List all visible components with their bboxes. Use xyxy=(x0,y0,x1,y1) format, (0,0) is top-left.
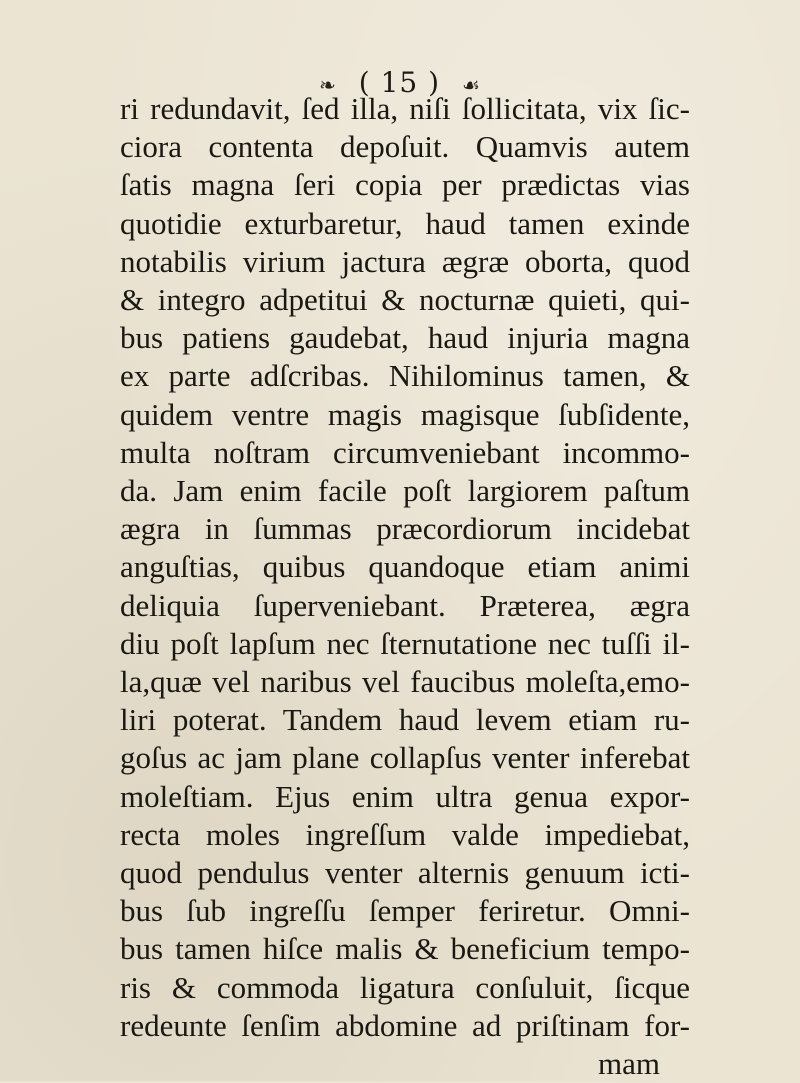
text-line: bus tamen hiſce malis & beneficium tempo- xyxy=(120,931,690,967)
text-line: deliquia ſuperveniebant. Præterea, ægra xyxy=(120,587,690,623)
text-line: ciora contenta depoſuit. Quamvis autem xyxy=(120,129,690,165)
text-line: quidem ventre magis magisque ſubſidente, xyxy=(120,396,690,432)
text-line: quod pendulus venter alternis genuum icti- xyxy=(120,855,690,891)
text-line: anguſtias, quibus quandoque etiam animi xyxy=(120,549,690,585)
text-line: diu poſt lapſum nec ſternutatione nec tuſſi il- xyxy=(120,625,690,661)
catchword: mam xyxy=(598,1046,660,1082)
text-line: notabilis virium jactura ægræ oborta, quod xyxy=(120,243,690,279)
text-line: redeunte ſenſim abdomine ad priſtinam for- xyxy=(120,1007,690,1043)
body-text xyxy=(120,90,690,1083)
text-line: recta moles ingreſſum valde impediebat, xyxy=(120,816,690,852)
text-line: moleſtiam. Ejus enim ultra genua expor- xyxy=(120,778,690,814)
text-line: la,quæ vel naribus vel faucibus moleſta,emo- xyxy=(120,664,690,700)
text-line: multa noſtram circumveniebant incommo- xyxy=(120,434,690,470)
text-line: ægra in ſummas præcordiorum incidebat xyxy=(120,511,690,547)
text-line: da. Jam enim facile poſt largiorem paſtum xyxy=(120,473,690,509)
right-ornament-icon: ☙ xyxy=(461,72,481,97)
text-line: goſus ac jam plane collapſus venter inferebat xyxy=(120,740,690,776)
text-line: liri poterat. Tandem haud levem etiam ru- xyxy=(120,702,690,738)
text-line: ex parte adſcribas. Nihilominus tamen, & xyxy=(120,358,690,394)
text-line: ri redundavit, ſed illa, niſi ſollicitata, vix ſic- xyxy=(120,91,690,126)
text-line: quotidie exturbaretur, haud tamen exinde xyxy=(120,205,690,241)
text-line: bus patiens gaudebat, haud injuria magna xyxy=(120,320,690,356)
left-ornament-icon: ❧ xyxy=(319,72,337,97)
text-line: & integro adpetitui & nocturnæ quieti, qui- xyxy=(120,282,690,318)
text-line: bus ſub ingreſſu ſemper feriretur. Omni- xyxy=(120,893,690,929)
page-number: ( 15 ) xyxy=(358,66,441,99)
text-line: ris & commoda ligatura conſuluit, ſicque xyxy=(120,969,690,1005)
text-line: ſatis magna ſeri copia per prædictas vias xyxy=(120,167,690,203)
